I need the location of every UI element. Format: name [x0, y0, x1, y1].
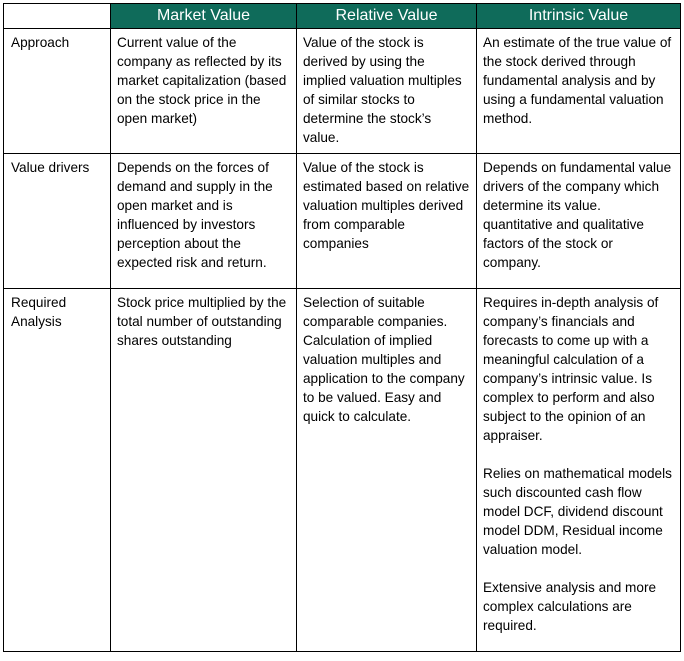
table-row-value-drivers [4, 154, 681, 289]
cell-paragraph-3: Extensive analysis and more complex calculations are required. [483, 580, 657, 633]
header-corner-cell [4, 4, 111, 29]
row-label-required-analysis: Required Analysis [4, 289, 111, 652]
cell-text: Depends on fundamental value drivers of the company which determine its value. quantitative and qualitative factors of the stock or company. [483, 160, 672, 270]
cell-paragraph-1: Requires in-depth analysis of company’s financials and forecasts to come up with a meaningful calculation of a company’s intrinsic value. Is complex to perform and also subject to the opinion of an appraiser. [483, 295, 659, 443]
cell-drivers-relative: Value of the stock is estimated based on relative valuation multiples derived from comparable companies [297, 154, 477, 289]
header-market-value: Market Value [111, 4, 297, 29]
header-intrinsic-value: Intrinsic Value [477, 4, 681, 29]
cell-paragraph-2: Relies on mathematical models such discounted cash flow model DCF, dividend discount model DDM, Residual income valuation model. [483, 466, 672, 557]
table-row-approach [4, 29, 681, 154]
cell-analysis-market: Stock price multiplied by the total number of outstanding shares outstanding [111, 289, 297, 652]
header-relative-value: Relative Value [297, 4, 477, 29]
cell-approach-market: Current value of the company as reflected by its market capitalization (based on the stock price in the open market) [111, 29, 297, 154]
valuation-comparison-table [3, 3, 681, 652]
cell-drivers-intrinsic [477, 154, 681, 289]
cell-analysis-intrinsic [477, 289, 681, 652]
cell-text: An estimate of the true value of the stock derived through fundamental analysis and by using a fundamental valuation method. [483, 35, 672, 126]
row-label-value-drivers: Value drivers [4, 154, 111, 289]
cell-approach-intrinsic [477, 29, 681, 154]
cell-analysis-relative: Selection of suitable comparable companies. Calculation of implied valuation multiples and application to the company to be valued. Easy and quick to calculate. [297, 289, 477, 652]
cell-approach-relative: Value of the stock is derived by using the implied valuation multiples of similar stocks to determine the stock’s value. [297, 29, 477, 154]
header-row [4, 4, 681, 29]
table-row-required-analysis [4, 289, 681, 652]
cell-drivers-market: Depends on the forces of demand and supply in the open market and is influenced by investors perception about the expected risk and return. [111, 154, 297, 289]
row-label-approach: Approach [4, 29, 111, 154]
